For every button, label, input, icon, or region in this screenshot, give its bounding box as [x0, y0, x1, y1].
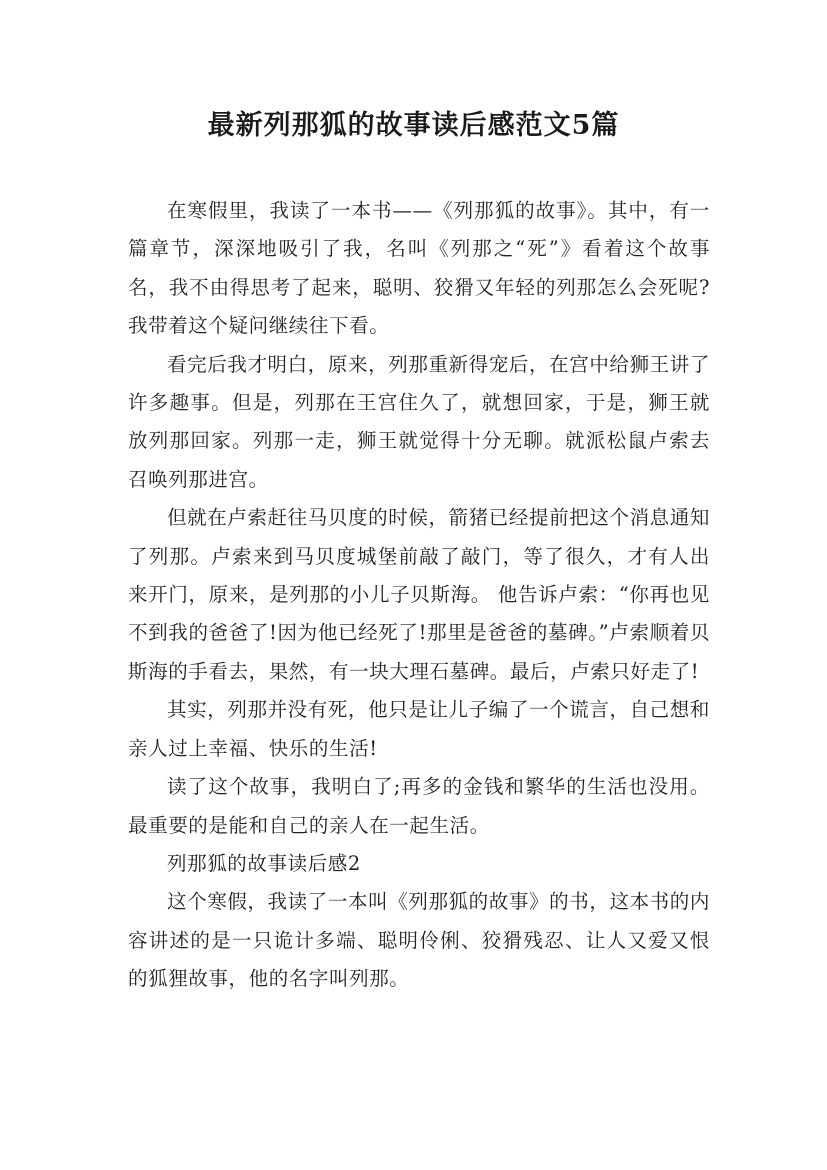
paragraph-3: 但就在卢索赶往马贝度的时候，箭猪已经提前把这个消息通知了列那。卢索来到马贝度城堡前敲了敲门，等了很久，才有人出来开门，原来，是列那的小儿子贝斯海。 他告诉卢索：“你再也见不到我的爸爸了!因为他已经死了!那里是爸爸的墓碑。”卢索顺着贝斯海的手看去，果然，有一块大理石墓碑。最后，卢索只好走了! [128, 506, 710, 683]
document-body [128, 192, 710, 999]
paragraph-2: 看完后我才明白，原来，列那重新得宠后，在宫中给狮王讲了许多趣事。但是，列那在王宫住久了，就想回家，于是，狮王就放列那回家。列那一走，狮王就觉得十分无聊。就派松鼠卢索去召唤列那进宫。 [128, 352, 710, 491]
paragraph-5: 读了这个故事，我明白了;再多的金钱和繁华的生活也没用。最重要的是能和自己的亲人在一起生活。 [128, 775, 710, 837]
document-title: 最新列那狐的故事读后感范文5篇 [207, 110, 620, 141]
paragraph-4: 其实，列那并没有死，他只是让儿子编了一个谎言，自己想和亲人过上幸福、快乐的生活! [128, 698, 710, 760]
section-heading: 列那狐的故事读后感2 [167, 851, 361, 875]
paragraph-1: 在寒假里，我读了一本书——《列那狐的故事》。其中，有一篇章节，深深地吸引了我，名叫《列那之“死”》看着这个故事名，我不由得思考了起来，聪明、狡猾又年轻的列那怎么会死呢?我带着这个疑问继续往下看。 [128, 199, 710, 338]
paragraph-6: 这个寒假，我读了一本叫《列那狐的故事》的书，这本书的内容讲述的是一只诡计多端、聪明伶俐、狡猾残忍、让人又爱又恨的狐狸故事，他的名字叫列那。 [128, 890, 710, 991]
